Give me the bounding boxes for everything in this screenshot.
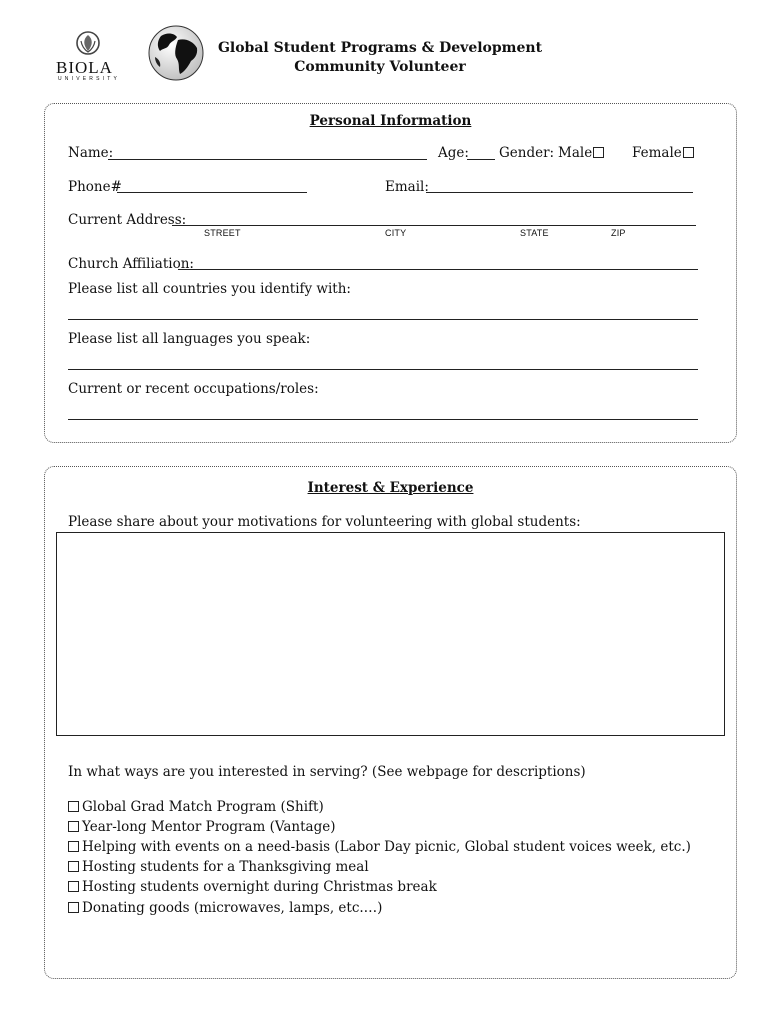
countries-field[interactable] — [68, 319, 698, 320]
option-checkbox[interactable] — [68, 801, 79, 812]
option-label: Hosting students for a Thanksgiving meal — [82, 859, 369, 875]
email-label: Email: — [385, 179, 429, 195]
option-label: Donating goods (microwaves, lamps, etc.…) — [82, 900, 383, 916]
serving-option — [68, 799, 324, 815]
option-checkbox[interactable] — [68, 841, 79, 852]
serving-option — [68, 859, 369, 875]
languages-label: Please list all languages you speak: — [68, 331, 311, 347]
serving-label: In what ways are you interested in serving? (See webpage for descriptions) — [68, 764, 586, 780]
option-checkbox[interactable] — [68, 821, 79, 832]
option-label: Hosting students overnight during Christmas break — [82, 879, 437, 895]
age-label: Age: — [438, 145, 469, 161]
address-city-caption: CITY — [385, 228, 407, 238]
serving-option — [68, 819, 335, 835]
logo-subtitle: UNIVERSITY — [58, 76, 121, 82]
age-field[interactable] — [467, 159, 495, 160]
personal-info-heading: Personal Information — [309, 113, 472, 129]
female-checkbox[interactable] — [683, 147, 694, 158]
church-field[interactable] — [178, 269, 698, 270]
male-checkbox[interactable] — [593, 147, 604, 158]
email-field[interactable] — [426, 192, 693, 193]
phone-field[interactable] — [117, 192, 307, 193]
occupations-label: Current or recent occupations/roles: — [68, 381, 319, 397]
globe-icon — [147, 24, 205, 82]
serving-option — [68, 879, 437, 895]
gender-label: Gender: — [499, 145, 555, 161]
form-title: Global Student Programs & Development — [217, 40, 543, 56]
address-zip-caption: ZIP — [611, 228, 626, 238]
phone-label: Phone# — [68, 179, 122, 195]
church-label: Church Affiliation: — [68, 256, 194, 272]
serving-option — [68, 839, 691, 855]
option-checkbox[interactable] — [68, 881, 79, 892]
male-option — [558, 145, 604, 161]
option-checkbox[interactable] — [68, 861, 79, 872]
logo-name: BIOLA — [56, 58, 113, 77]
address-field[interactable] — [172, 225, 696, 226]
occupations-field[interactable] — [68, 419, 698, 420]
male-label: Male — [558, 145, 593, 161]
interest-heading: Interest & Experience — [307, 480, 474, 496]
address-label: Current Address: — [68, 212, 187, 228]
countries-label: Please list all countries you identify with: — [68, 281, 351, 297]
option-checkbox[interactable] — [68, 902, 79, 913]
name-label: Name: — [68, 145, 114, 161]
female-label: Female — [632, 145, 682, 161]
motivation-label: Please share about your motivations for volunteering with global students: — [68, 514, 581, 530]
motivation-textarea[interactable] — [56, 532, 725, 736]
languages-field[interactable] — [68, 369, 698, 370]
address-street-caption: STREET — [204, 228, 241, 238]
serving-option — [68, 900, 382, 916]
option-label: Helping with events on a need-basis (Labor Day picnic, Global student voices week, etc.) — [82, 839, 691, 855]
name-field[interactable] — [108, 159, 427, 160]
female-option — [632, 145, 694, 161]
option-label: Global Grad Match Program (Shift) — [82, 799, 324, 815]
address-state-caption: STATE — [520, 228, 549, 238]
option-label: Year-long Mentor Program (Vantage) — [82, 819, 336, 835]
form-subtitle: Community Volunteer — [294, 59, 466, 75]
